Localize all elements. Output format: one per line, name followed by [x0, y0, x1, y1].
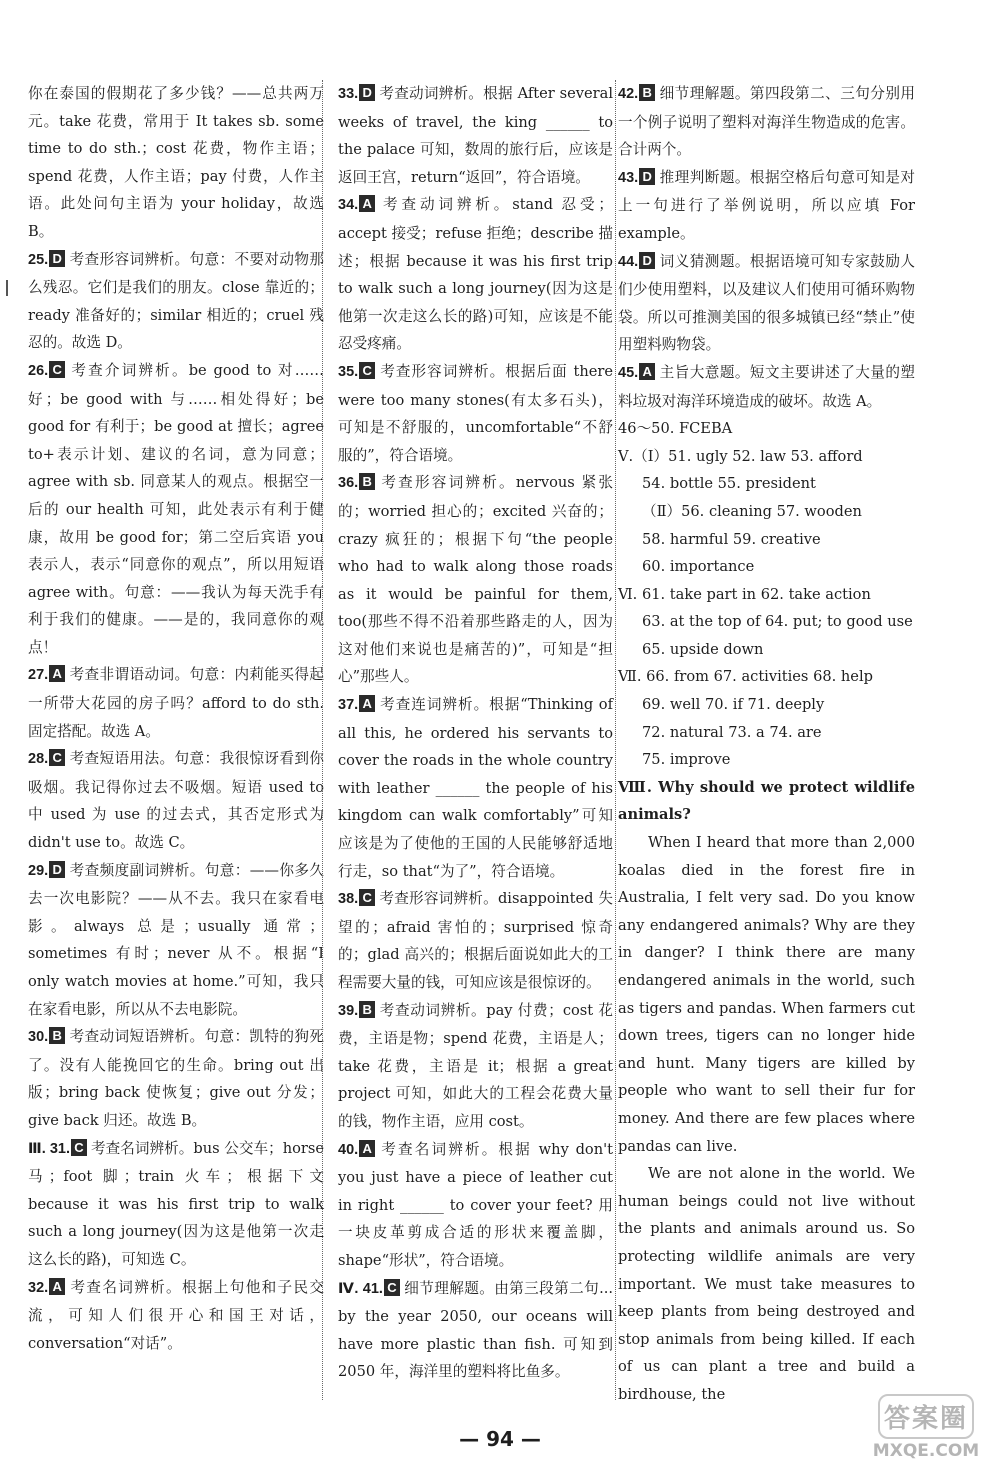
answer-item: [338, 1275, 613, 1386]
answer-line: （Ⅱ）56. cleaning 57. wooden: [642, 502, 862, 520]
page-number: — 94 —: [459, 1427, 541, 1451]
answer-letter-badge: B: [359, 1001, 375, 1018]
answer-letter-badge: D: [49, 250, 65, 267]
essay-paragraph: When I heard that more than 2,000 koalas died in the forest fire in Australia, I felt very sad. Do you know any endangered animals? Why are they in danger? I think there are many endangered animals in the world, such as tigers and pandas. When farmers cut down trees, tigers can no longer hide and hunt. Many tigers are killed by people who want to sell their fur for money. And there are few places where pandas can live.: [618, 834, 915, 1155]
answer-item: [618, 164, 915, 248]
explanation-text: 考查形容词辨析。句意：不要对动物那么残忍。它们是我们的朋友。close 靠近的；ready 准备好的；similar 相近的；cruel 残忍的。故选 D。: [28, 250, 324, 352]
page-number-value: 94: [486, 1427, 514, 1451]
answer-item: [28, 1274, 324, 1358]
column-left: [28, 80, 324, 1357]
answer-letter-badge: A: [49, 1278, 65, 1295]
answer-item: [28, 745, 324, 856]
column-middle: [338, 80, 613, 1386]
answer-item: [28, 357, 324, 662]
answer-letter-badge: C: [71, 1139, 87, 1156]
answer-letter-badge: C: [359, 889, 375, 906]
answer-item: [338, 997, 613, 1136]
answer-line: 60. importance: [642, 558, 755, 576]
answer-item: [338, 691, 613, 885]
margin-mark: [6, 280, 8, 296]
question-number: 44.: [618, 253, 639, 270]
answer-letter-badge: A: [359, 195, 375, 212]
question-number: 42.: [618, 86, 639, 102]
essay-paragraph: We are not alone in the world. We human beings could not live without the plants and animals around us. So protecting wildlife animals are very important. We must take measures to keep plants from being destroyed and stop animals from being killed. If each of us can plant a tree and build a birdhouse, the: [618, 1165, 915, 1403]
question-number: 25.: [28, 251, 49, 268]
answer-line: 63. at the top of 64. put; to good use: [642, 613, 913, 631]
answer-item: [28, 246, 324, 357]
answer-line: Ⅵ. 61. take part in 62. take action: [618, 585, 871, 603]
explanation-text: 细节理解题。由第三段第二句... by the year 2050, our oceans will have more plastic than fish. 可知到 2050 年，海洋里的塑料将比鱼多。: [338, 1279, 613, 1381]
question-number: 28.: [28, 751, 49, 768]
answer-item: [618, 80, 915, 164]
answer-line: 69. well 70. if 71. deeply: [642, 696, 825, 714]
answer-item: [338, 1136, 613, 1275]
explanation-text: 推理判断题。根据空格后句意可知是对上一句进行了举例说明，所以应填 For example。: [618, 168, 915, 242]
question-number: 30.: [28, 1029, 49, 1046]
answer-line: Ⅴ.（Ⅰ）51. ugly 52. law 53. afford: [618, 447, 863, 465]
explanation-text: 考查动词辨析。pay 付费；cost 花费，主语是物；spend 花费，主语是人；take 花费，主语是 it；根据 a great project 可知，如此大的工程会花费大量的钱，物作主语，应用 cost。: [338, 1001, 613, 1130]
answer-item: [338, 191, 613, 358]
question-number: 26.: [28, 362, 49, 379]
answer-line: 65. upside down: [642, 640, 764, 658]
answer-item: [338, 885, 613, 996]
explanation-text: 你在泰国的假期花了多少钱？——总共两万元。take 花费，常用于 It takes sb. some time to do sth.；cost 花费，物作主语；spend 花费，人作主语；pay 付费，人作主语。此处问句主语为 your holiday，故选 B。: [28, 85, 324, 240]
answer-letter-badge: C: [359, 362, 375, 379]
explanation-text: 词义猜测题。根据语境可知专家鼓励人们少使用塑料，以及建议人们使用可循环购物袋。所以可推测美国的很多城镇已经“禁止”使用塑料购物袋。: [618, 252, 915, 354]
question-number: 32.: [28, 1279, 49, 1296]
answer-item: [28, 857, 324, 1024]
explanation-text: 考查形容词辨析。根据后面 there were too many stones(有太多石头)，可知是不舒服的，uncomfortable“不舒服的”，符合语境。: [338, 362, 613, 464]
answer-letter-badge: D: [639, 168, 655, 185]
column-divider: [615, 80, 616, 1400]
explanation-text: 考查名词辨析。bus 公交车；horse 马；foot 脚；train 火车；根据下文 because it was his first trip to walk such a long journey(因为这是他第一次走这么长的路)，可知选 C。: [28, 1139, 324, 1268]
answer-letter-badge: A: [639, 363, 655, 380]
answer-items: [618, 80, 915, 415]
answer-item: [618, 248, 915, 359]
question-number: 40.: [338, 1141, 359, 1158]
answer-letter-badge: B: [49, 1027, 65, 1044]
explanation-text: 考查非谓语动词。句意：内莉能买得起一所带大花园的房子吗？afford to do sth. 固定搭配。故选 A。: [28, 666, 324, 740]
explanation-text: 考查名词辨析。根据上句他和子民交流，可知人们很开心和国王对话，conversation“对话”。: [28, 1278, 324, 1352]
explanation-text: 考查动词短语辨析。句意：凯特的狗死了。没有人能挽回它的生命。bring out 出版；bring back 使恢复；give out 分发；give back 归还。故选 B。: [28, 1028, 324, 1129]
answer-item: [338, 80, 613, 191]
answer-letter-badge: D: [639, 252, 655, 269]
answer-letter-badge: D: [49, 861, 65, 878]
question-number: 34.: [338, 197, 359, 214]
answer-item: [28, 80, 324, 246]
answer-letter-badge: B: [359, 473, 375, 490]
answer-line: Ⅶ. 66. from 67. activities 68. help: [618, 668, 873, 686]
watermark-url: MXQE.COM: [872, 1441, 980, 1461]
answer-item: [28, 1135, 324, 1274]
question-number: 37.: [338, 697, 359, 714]
question-number: Ⅲ. 31.: [28, 1140, 70, 1157]
explanation-text: 考查动词辨析。stand 忍受；accept 接受；refuse 拒绝；describe 描述；根据 because it was his first trip to walk such a long journey(因为这是他第一次走这么长的路)可知，应该是不能忍受疼痛。: [338, 196, 613, 353]
answer-letter-badge: A: [359, 1140, 375, 1157]
explanation-text: 主旨大意题。短文主要讲述了大量的塑料垃圾对海洋环境造成的破坏。故选 A。: [618, 363, 915, 410]
question-number: 43.: [618, 169, 639, 186]
column-right: [618, 80, 915, 1409]
question-number: Ⅳ. 41.: [338, 1280, 383, 1297]
answer-letter-badge: C: [49, 361, 65, 378]
short-answers: [618, 415, 915, 774]
answer-item: [28, 661, 324, 745]
answer-line: 54. bottle 55. president: [642, 475, 816, 493]
essay: [618, 774, 915, 1409]
answer-line: 46～50. FCEBA: [618, 420, 733, 438]
answer-line: 58. harmful 59. creative: [642, 530, 821, 548]
answer-letter-badge: A: [49, 665, 65, 682]
watermark-text: 答案圈: [878, 1394, 974, 1439]
answer-item: [28, 1023, 324, 1134]
question-number: 29.: [28, 862, 49, 879]
explanation-text: 考查短语用法。句意：我很惊讶看到你吸烟。我记得你过去不吸烟。短语 used to 中 used 为 use 的过去式，其否定形式为 didn't use to。故选 C。: [28, 750, 324, 852]
question-number: 27.: [28, 667, 49, 684]
answer-letter-badge: A: [359, 695, 375, 712]
watermark-logo: [866, 1394, 986, 1474]
explanation-text: 考查介词辨析。be good to 对……好；be good with 与……相处得好；be good for 有利于；be good at 擅长；agree to+表示计划、建议的名词，意为同意；agree with sb. 同意某人的观点。根据空一后的 our health 可知，此处表示有利于健康，故用 be good for；第二空后宾语 you 表示人，表示“同意你的观点”，所以用短语 agree with。句意：——我认为每天洗手有利于我们的健康。——是的，我同意你的观点！: [28, 361, 324, 656]
question-number: 45.: [618, 364, 639, 381]
question-number: 36.: [338, 475, 359, 492]
answer-item: [338, 358, 613, 469]
answer-line: 72. natural 73. a 74. are: [642, 723, 822, 741]
explanation-text: 考查名词辨析。根据 why don't you just have a piece of leather cut in right ______ to cover your feet? 用一块皮革剪成合适的形状来覆盖脚，shape“形状”，符合语境。: [338, 1140, 613, 1269]
answer-letter-badge: D: [359, 84, 375, 101]
explanation-text: 细节理解题。第四段第二、三句分别用一个例子说明了塑料对海洋生物造成的危害。合计两个。: [618, 85, 915, 159]
question-number: 38.: [338, 891, 359, 908]
question-number: 39.: [338, 1002, 359, 1019]
essay-title: Ⅷ. Why should we protect wildlife animals?: [618, 778, 915, 824]
explanation-text: 考查动词辨析。根据 After several weeks of travel, the king ______ to the palace 可知，数周的旅行后，应该是返回王宫，return“返回”，符合语境。: [338, 85, 613, 186]
explanation-text: 考查频度副词辨析。句意：——你多久去一次电影院？——从不去。我只在家看电影。always 总是；usually 通常；sometimes 有时；never 从不。根据“I only watch movies at home.”可知，我只在家看电影，所以从不去电影院。: [28, 861, 324, 1018]
column-divider: [322, 80, 323, 1400]
answer-letter-badge: C: [49, 749, 65, 766]
answer-line: 75. improve: [642, 751, 731, 769]
explanation-text: 考查形容词辨析。nervous 紧张的；worried 担心的；excited 兴奋的；crazy 疯狂的；根据下句“the people who had to walk along those roads as it would be painful for them, too(那些不得不沿着那些路走的人，因为这对他们来说也是痛苦的)”，可知是“担心”那些人。: [338, 474, 613, 686]
explanation-text: 考查形容词辨析。disappointed 失望的；afraid 害怕的；surprised 惊奇的；glad 高兴的；根据后面说如此大的工程需要大量的钱，可知应该是很惊讶的。: [338, 890, 613, 991]
question-number: 35.: [338, 363, 359, 380]
question-number: 33.: [338, 86, 359, 102]
explanation-text: 考查连词辨析。根据“Thinking of all this, he ordered his servants to cover the roads in the whole country with leather ______ the people of his kingdom can walk comfortably”可知应该是为了使他的王国的人民能够舒适地行走，so that“为了”，符合语境。: [338, 696, 613, 880]
answer-letter-badge: B: [639, 84, 655, 101]
answer-item: [338, 469, 613, 691]
answer-letter-badge: C: [384, 1279, 400, 1296]
answer-item: [618, 359, 915, 415]
